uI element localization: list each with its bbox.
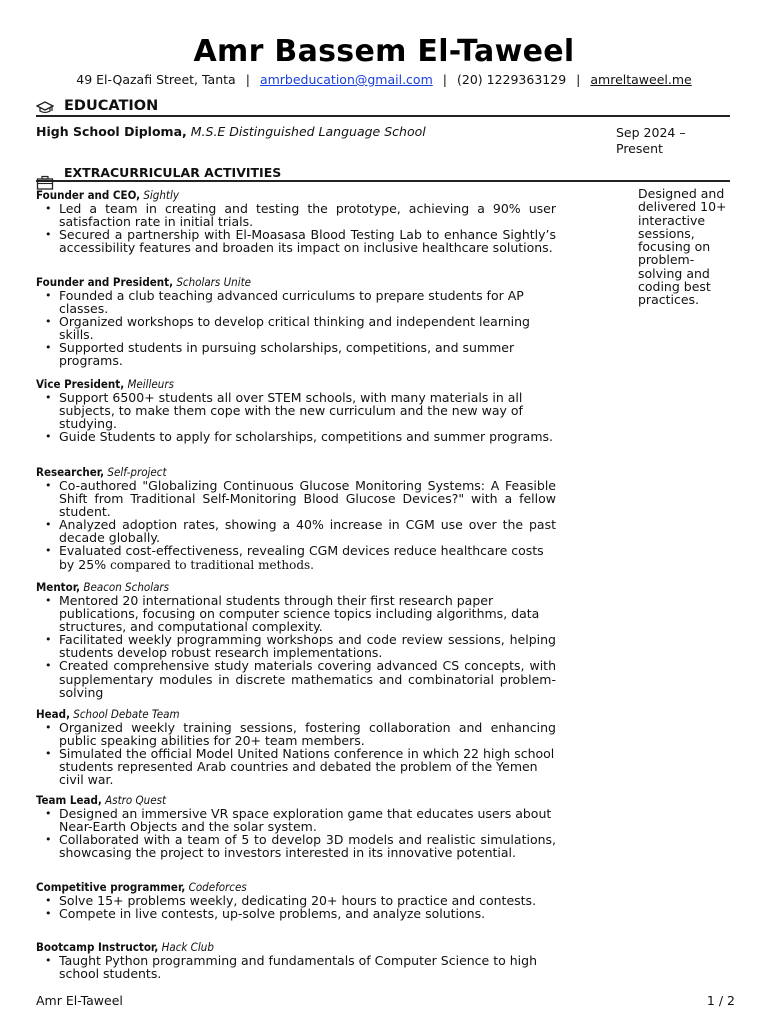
activity-bullets — [36, 479, 556, 572]
activity-header — [36, 707, 180, 721]
list-item: • Simulated the official Model United Nations conference in which 22 high school students represented Arab countries and debated the problem of the Yemen civil war. — [36, 747, 556, 786]
organization: Scholars Unite — [176, 275, 252, 289]
website-link[interactable]: amreltaweel.me — [590, 72, 692, 87]
list-item: • Guide Students to apply for scholarships, competitions and summer programs. — [36, 430, 556, 443]
role: Founder and CEO, — [36, 188, 141, 202]
activity-bullets — [36, 721, 556, 786]
activity-header — [36, 465, 167, 479]
role: Researcher, — [36, 465, 105, 479]
list-item: • Support 6500+ students all over STEM schools, with many materials in all subjects, to make them cope with the new curriculum and the new way of studying. — [36, 391, 556, 430]
activity-header — [36, 377, 174, 391]
activity-bullets — [36, 391, 556, 443]
activity-header — [36, 880, 247, 894]
side-note: Designed and delivered 10+ interactive sessions, focusing on problem-solving and coding best practices. — [638, 186, 727, 308]
bullet-text-serif: compared to traditional methods. — [110, 557, 314, 572]
list-item: • Led a team in creating and testing the prototype, achieving a 90% user satisfaction rate in initial trials. — [36, 202, 556, 228]
role: Founder and President, — [36, 275, 174, 289]
role: Competitive programmer, — [36, 880, 186, 894]
activity-bullets — [36, 807, 556, 859]
list-item: • Designed an immersive VR space exploration game that educates users about Near-Earth Objects and the solar system. — [36, 807, 556, 833]
role: Vice President, — [36, 377, 125, 391]
activity-header — [36, 793, 166, 807]
role: Bootcamp Instructor, — [36, 940, 159, 954]
list-item: • Organized weekly training sessions, fostering collaboration and enhancing public speaking abilities for 20+ team members. — [36, 721, 556, 747]
footer-name: Amr El-Taweel — [36, 993, 123, 1008]
candidate-name: Amr Bassem El-Taweel — [193, 34, 575, 69]
activity-header — [36, 188, 179, 202]
separator: | — [576, 72, 581, 87]
list-item: • Collaborated with a team of 5 to develop 3D models and realistic simulations, showcasing the project to investors interested in its innovative potential. — [36, 833, 556, 859]
list-item — [36, 544, 556, 571]
section-title-text: EXTRACURRICULAR ACTIVITIES — [64, 165, 282, 180]
page-number: 1 / 2 — [706, 993, 735, 1008]
separator: | — [245, 72, 250, 87]
education-section-title — [36, 98, 730, 117]
list-item: • Facilitated weekly programming workshops and code review sessions, helping students develop robust research implementations. — [36, 633, 556, 659]
role: Mentor, — [36, 580, 81, 594]
activity-header — [36, 580, 169, 594]
section-title-text: EDUCATION — [64, 98, 159, 114]
list-item: • Created comprehensive study materials covering advanced CS concepts, with supplementary modules in discrete mathematics and combinatorial problem-solving — [36, 659, 556, 698]
organization: Self-project — [107, 465, 167, 479]
organization: School Debate Team — [73, 707, 180, 721]
date-end: Present — [616, 141, 663, 156]
organization: Codeforces — [188, 880, 247, 894]
list-item: • Secured a partnership with El-Moasasa Blood Testing Lab to enhance Sightly’s accessibility features and broaden its impact on inclusive healthcare solutions. — [36, 228, 556, 254]
education-school — [36, 124, 426, 139]
list-item: • Organized workshops to develop critical thinking and independent learning skills. — [36, 315, 556, 341]
list-item: • Supported students in pursuing scholarships, competitions, and summer programs. — [36, 341, 556, 367]
address: 49 El-Qazafi Street, Tanta — [76, 72, 236, 87]
role: Head, — [36, 707, 70, 721]
activity-header — [36, 940, 214, 954]
bullet-text: Evaluated cost-effectiveness, revealing CGM devices reduce healthcare costs by 25% — [59, 543, 544, 572]
separator: | — [442, 72, 447, 87]
activity-bullets — [36, 202, 556, 254]
activity-bullets — [36, 894, 556, 920]
list-item: • Compete in live contests, up-solve problems, and analyze solutions. — [36, 907, 556, 920]
phone: (20) 1229363129 — [456, 72, 567, 87]
organization: Beacon Scholars — [83, 580, 170, 594]
organization: Hack Club — [161, 940, 214, 954]
list-item: • Founded a club teaching advanced curriculums to prepare students for AP classes. — [36, 289, 556, 315]
activity-header — [36, 275, 251, 289]
list-item: • Solve 15+ problems weekly, dedicating 20+ hours to practice and contests. — [36, 894, 556, 907]
list-item: • Co-authored "Globalizing Continuous Glucose Monitoring Systems: A Feasible Shift from Traditional Self-Monitoring Blood Glucose Devices?" with a fellow student. — [36, 479, 556, 518]
date-start: Sep 2024 – — [616, 125, 686, 140]
organization: Sightly — [143, 188, 179, 202]
activity-bullets — [36, 954, 556, 980]
email-link[interactable]: amrbeducation@gmail.com — [259, 72, 433, 87]
role: Team Lead, — [36, 793, 102, 807]
list-item: • Taught Python programming and fundamentals of Computer Science to high school students. — [36, 954, 556, 980]
organization: Astro Quest — [105, 793, 167, 807]
contact-line — [0, 72, 768, 88]
activity-bullets — [36, 594, 556, 699]
list-item: • Mentored 20 international students through their first research paper publications, focusing on computer science topics including algorithms, data structures, and computational complexity. — [36, 594, 556, 633]
education-date — [616, 125, 716, 157]
list-item: • Analyzed adoption rates, showing a 40% increase in CGM use over the past decade globally. — [36, 518, 556, 544]
school-name: M.S.E Distinguished Language School — [190, 124, 426, 139]
activity-bullets — [36, 289, 556, 368]
organization: Meilleurs — [127, 377, 174, 391]
extracurricular-section-title — [36, 165, 730, 182]
degree: High School Diploma, — [36, 124, 187, 139]
graduation-cap-icon — [36, 101, 54, 119]
